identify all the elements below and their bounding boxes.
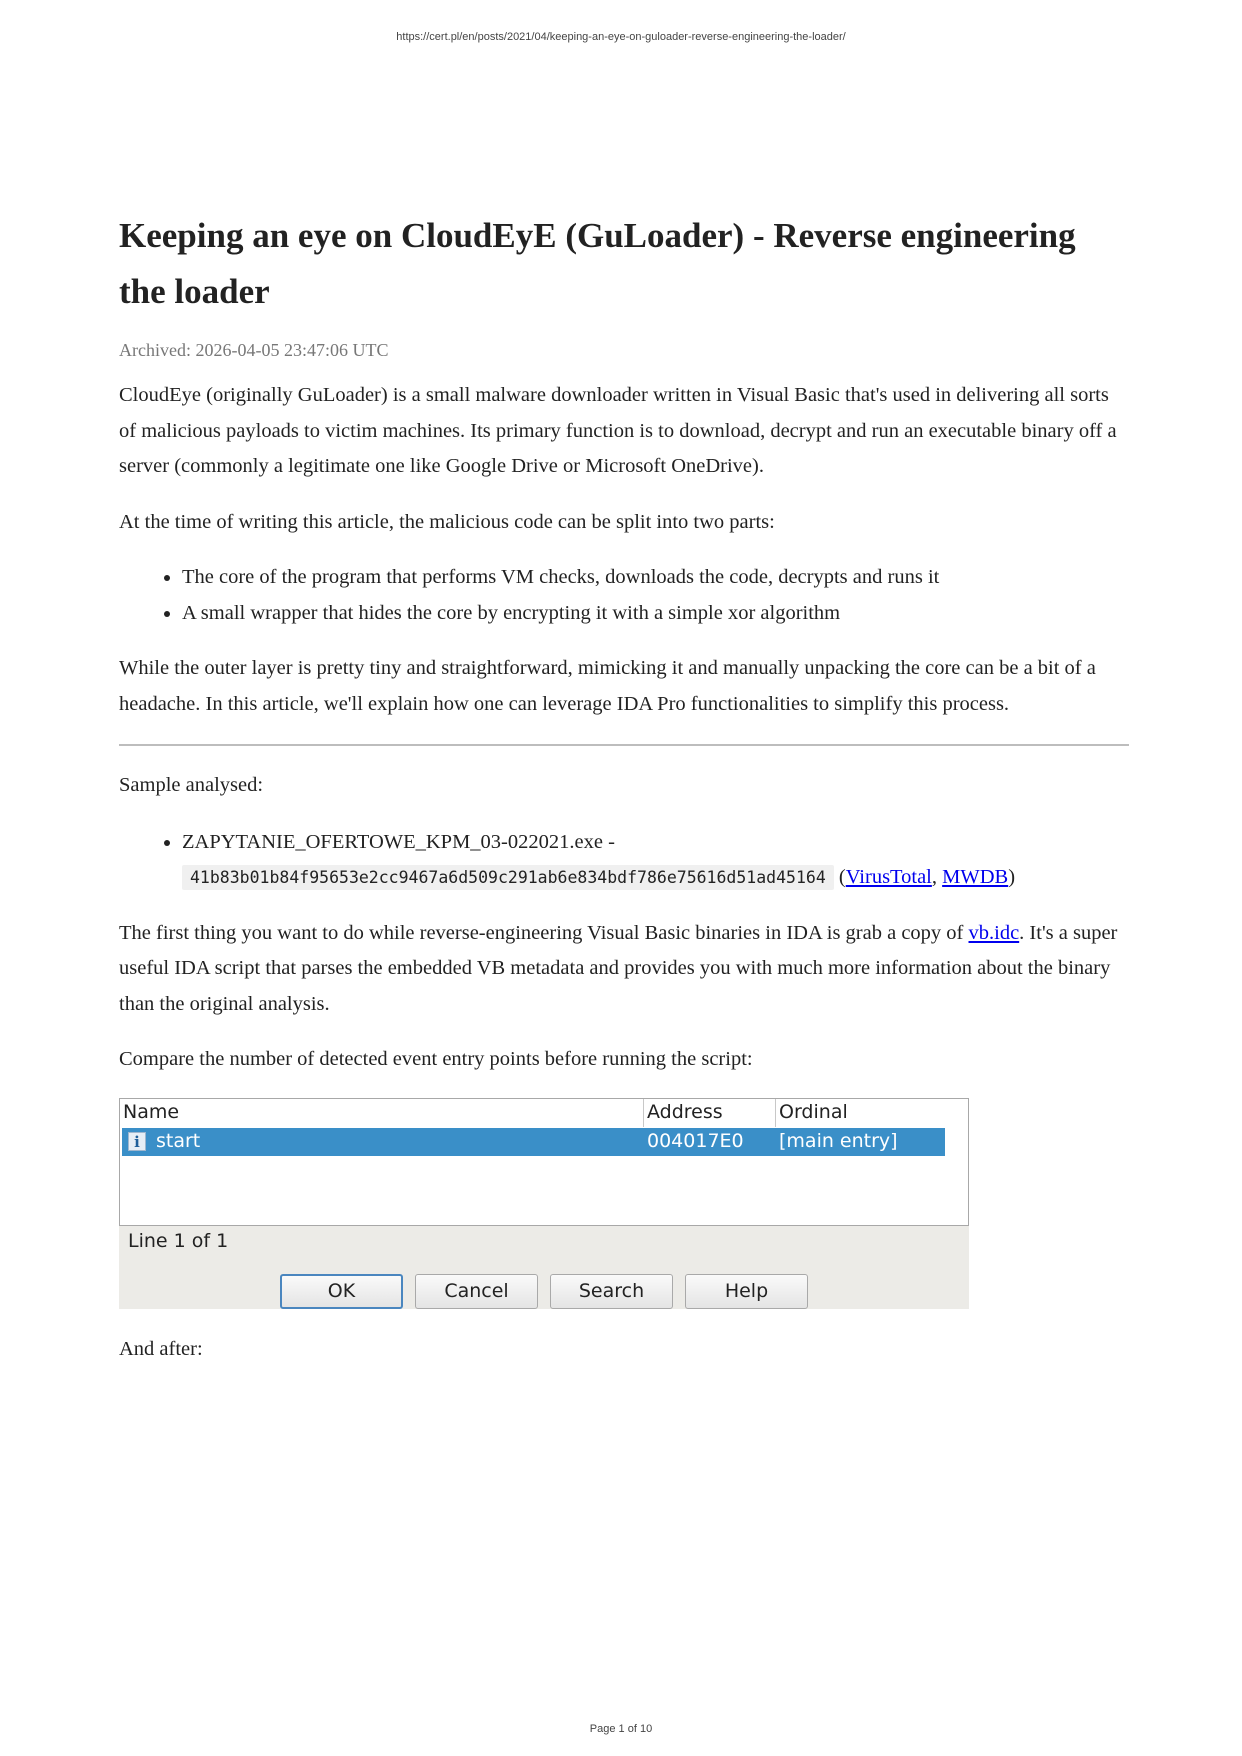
help-button[interactable]: Help [685, 1274, 808, 1309]
article-title [119, 208, 1129, 320]
article-title-line-1: Keeping an eye on CloudEyE (GuLoader) - Reverse engineering [119, 216, 1076, 255]
ok-button[interactable]: OK [280, 1274, 403, 1309]
cancel-button[interactable]: Cancel [415, 1274, 538, 1309]
vbidc-text-after: . It's a super useful IDA script that parses the embedded VB metadata and provides you with much more information about the binary than the original analysis. [119, 921, 1118, 1015]
parts-list [119, 560, 1129, 631]
archived-timestamp: Archived: 2026-04-05 23:47:06 UTC [119, 340, 389, 360]
row-address: 004017E0 [647, 1129, 744, 1152]
column-separator [643, 1099, 644, 1127]
column-separator [775, 1099, 776, 1127]
column-header-address[interactable]: Address [647, 1100, 723, 1123]
vbidc-paragraph [119, 916, 1129, 1023]
row-ordinal: [main entry] [779, 1129, 898, 1152]
close-paren: ) [1008, 866, 1016, 888]
list-item: • The core of the program that performs VM checks, downloads the code, decrypts and runs it [182, 560, 1129, 596]
outer-layer-paragraph: While the outer layer is pretty tiny and straightforward, mimicking it and manually unpacking the core can be a bit of a headache. In this article, we'll explain how one can leverage IDA Pro functionalities to simplify this process. [119, 657, 1096, 715]
vbidc-link[interactable]: vb.idc [968, 921, 1020, 944]
open-paren: ( [833, 866, 846, 888]
table-row[interactable] [122, 1128, 945, 1156]
entry-points-list [119, 1098, 969, 1226]
section-divider [119, 744, 1129, 746]
samples-list [119, 825, 1129, 896]
after-paragraph: And after: [119, 1337, 203, 1360]
intro-paragraph: CloudEye (originally GuLoader) is a small malware downloader written in Visual Basic that's used in delivering all sorts of malicious payloads to victim machines. Its primary function is to download, decrypt and run an executable binary off a server (commonly a legitimate one like Google Drive or Microsoft OneDrive). [119, 384, 1117, 477]
entry-points-list-header [120, 1099, 945, 1127]
split-intro-paragraph: At the time of writing this article, the malicious code can be split into two parts: [119, 510, 775, 533]
page-url-header: https://cert.pl/en/posts/2021/04/keeping-an-eye-on-guloader-reverse-engineering-the-loader/ [396, 31, 846, 43]
sample-filename: ZAPYTANIE_OFERTOWE_KPM_03-022021.exe - [182, 830, 615, 853]
column-header-ordinal[interactable]: Ordinal [779, 1100, 848, 1123]
page-number: Page 1 of 10 [589, 1723, 653, 1735]
comma-separator: , [931, 866, 943, 888]
virustotal-link[interactable]: VirusTotal [845, 866, 932, 888]
article [119, 208, 1129, 1367]
list-item: • A small wrapper that hides the core by encrypting it with a simple xor algorithm [182, 596, 1129, 632]
info-icon: i [128, 1132, 146, 1151]
mwdb-link[interactable]: MWDB [942, 866, 1009, 888]
row-name: start [156, 1129, 201, 1152]
ida-entry-points-dialog-screenshot [119, 1098, 969, 1309]
search-button[interactable]: Search [550, 1274, 673, 1309]
vbidc-text-before: The first thing you want to do while reverse-engineering Visual Basic binaries in IDA is grab a copy of [119, 921, 969, 944]
column-header-name[interactable]: Name [123, 1100, 180, 1123]
article-title-line-2: the loader [119, 272, 270, 311]
sample-hash: 41b83b01b84f95653e2cc9467a6d509c291ab6e834bdf786e75616d51ad45164 [182, 865, 834, 890]
sample-label: Sample analysed: [119, 774, 264, 796]
sample-list-item [182, 825, 1129, 896]
compare-paragraph: Compare the number of detected event entry points before running the script: [119, 1048, 753, 1070]
line-status: Line 1 of 1 [128, 1229, 229, 1252]
